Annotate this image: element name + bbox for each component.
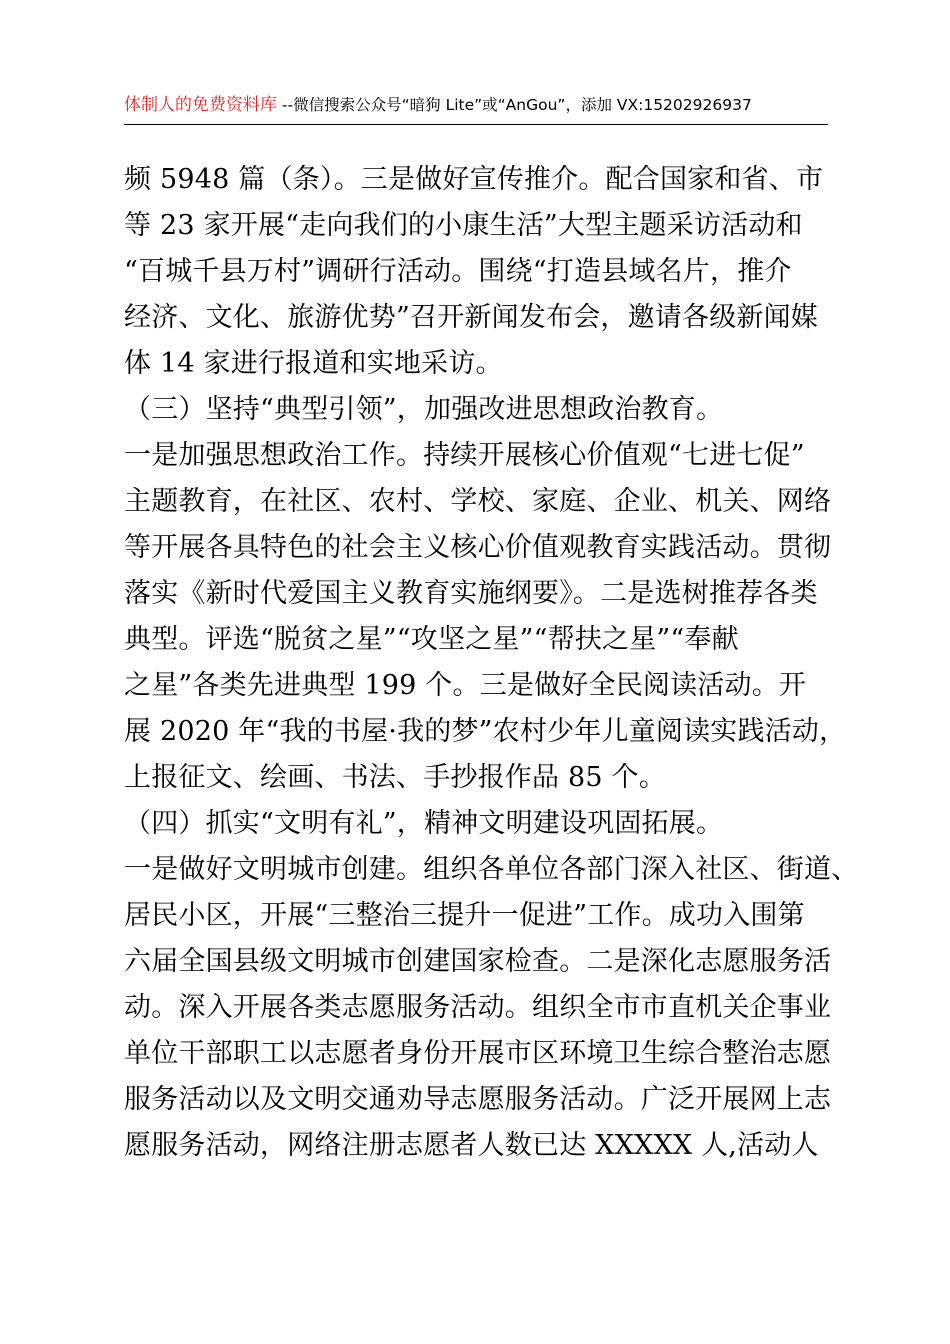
text-line: 居民小区，开展“三整治三提升一促进”工作。成功入围第 [124,900,805,931]
text-line: “百城千县万村”调研行活动。围绕“打造县域名片，推介 [124,256,792,287]
text-line: 一是加强思想政治工作。持续开展核心价值观“七进七促” [124,440,805,471]
header-contact: --微信搜索公众号“暗狗 Lite”或“AnGou”，添加 VX:15202926937 [277,96,752,114]
text-line: 经济、文化、旅游优势”召开新闻发布会，邀请各级新闻媒 [124,302,819,333]
page-header [124,92,828,118]
section-heading-4: （四）抓实“文明有礼”，精神文明建设巩固拓展。 [124,808,724,839]
text-line: 上报征文、绘画、书法、手抄报作品 85 个。 [124,762,666,793]
text-line: 等开展各具特色的社会主义核心价值观教育实践活动。贯彻 [124,532,832,563]
text-line: 一是做好文明城市创建。组织各单位各部门深入社区、街道、 [124,854,859,885]
header-brand: 体制人的免费资料库 [124,95,277,115]
text-line: 主题教育，在社区、农村、学校、家庭、企业、机关、网络 [124,486,832,517]
document-body [124,157,859,1169]
text-line: 展 2020 年“我的书屋·我的梦”农村少年儿童阅读实践活动， [124,716,847,747]
text-line: 服务活动以及文明交通劝导志愿服务活动。广泛开展网上志 [124,1084,832,1115]
text-line: 之星”各类先进典型 199 个。三是做好全民阅读活动。开 [124,670,807,701]
text-line: 愿服务活动，网络注册志愿者人数已达 XXXXX 人,活动人 [124,1130,819,1161]
header-divider [124,124,828,125]
text-line: 等 23 家开展“走向我们的小康生活”大型主题采访活动和 [124,210,803,241]
text-line: 体 14 家进行报道和实地采访。 [124,348,503,379]
text-line: 典型。评选“脱贫之星”“攻坚之星”“帮扶之星”“奉献 [124,624,739,655]
text-line: 单位干部职工以志愿者身份开展市区环境卫生综合整治志愿 [124,1038,832,1069]
text-line: 六届全国县级文明城市创建国家检查。二是深化志愿服务活 [124,946,832,977]
section-heading-3: （三）坚持“典型引领”，加强改进思想政治教育。 [124,394,724,425]
text-line: 动。深入开展各类志愿服务活动。组织全市市直机关企事业 [124,992,832,1023]
text-line: 落实《新时代爱国主义教育实施纲要》。二是选树推荐各类 [124,578,818,609]
text-line: 频 5948 篇（条）。三是做好宣传推介。配合国家和省、市 [124,164,824,195]
